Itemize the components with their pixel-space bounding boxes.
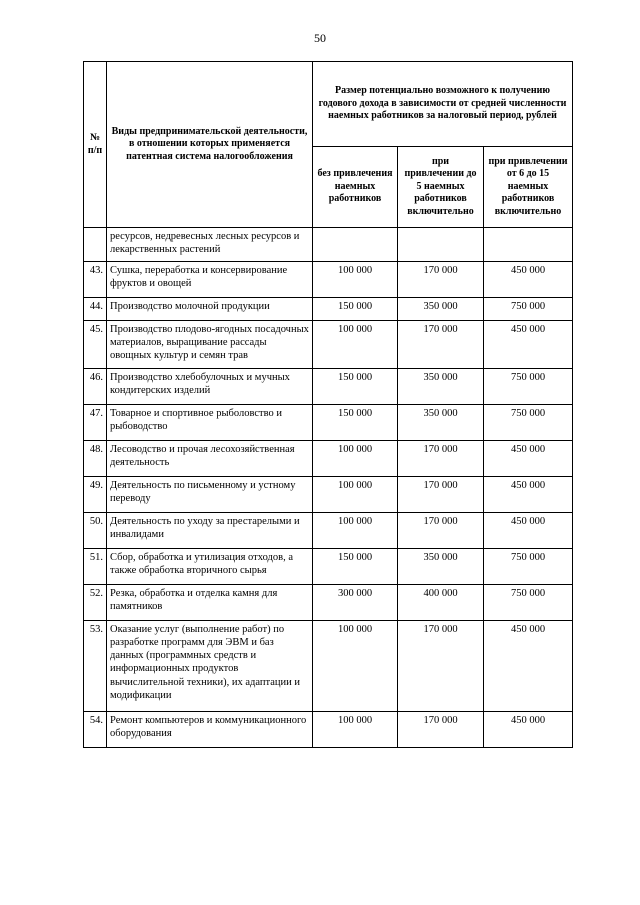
row-activity: Сушка, переработка и консервирование фруктов и овощей [107,262,313,298]
row-number: 52. [84,585,107,621]
table-row [84,477,573,513]
row-number: 53. [84,621,107,712]
row-value-none: 150 000 [313,405,398,441]
row-value-6to15: 450 000 [484,477,573,513]
row-number [84,228,107,262]
row-value-upto5: 350 000 [398,298,484,321]
row-value-upto5: 170 000 [398,712,484,748]
table-row [84,513,573,549]
row-value-none: 100 000 [313,262,398,298]
row-value-6to15: 750 000 [484,549,573,585]
header-6-to-15-employees: при привлечении от 6 до 15 наемных работников включительно [484,147,573,228]
row-activity: Ремонт компьютеров и коммуникационного оборудования [107,712,313,748]
row-number: 46. [84,369,107,405]
header-income-group: Размер потенциально возможного к получению годового дохода в зависимости от средней численности наемных работников за налоговый период, рублей [313,62,573,147]
row-value-upto5: 170 000 [398,513,484,549]
table-row [84,262,573,298]
row-value-6to15: 450 000 [484,621,573,712]
row-number: 54. [84,712,107,748]
row-number: 45. [84,321,107,369]
header-up-to-5-employees: при привлечении до 5 наемных работников включительно [398,147,484,228]
row-value-upto5: 350 000 [398,369,484,405]
row-value-6to15 [484,228,573,262]
table-row [84,321,573,369]
table-row [84,441,573,477]
row-number: 44. [84,298,107,321]
row-value-none: 150 000 [313,369,398,405]
row-activity: Резка, обработка и отделка камня для памятников [107,585,313,621]
header-no-employees: без привлечения наемных работников [313,147,398,228]
header-num: № п/п [84,62,107,228]
table-row [84,712,573,748]
row-number: 47. [84,405,107,441]
row-activity: ресурсов, недревесных лесных ресурсов и лекарственных растений [107,228,313,262]
row-value-upto5: 170 000 [398,441,484,477]
row-number: 50. [84,513,107,549]
row-value-none: 150 000 [313,549,398,585]
header-activity: Виды предпринимательской деятельности, в отношении которых применяется патентная система налогообложения [107,62,313,228]
row-activity: Деятельность по письменному и устному переводу [107,477,313,513]
row-value-6to15: 750 000 [484,585,573,621]
row-value-6to15: 450 000 [484,441,573,477]
row-value-upto5: 170 000 [398,621,484,712]
row-value-upto5: 350 000 [398,549,484,585]
row-value-6to15: 750 000 [484,369,573,405]
row-value-upto5: 350 000 [398,405,484,441]
row-activity: Сбор, обработка и утилизация отходов, а также обработка вторичного сырья [107,549,313,585]
row-activity: Лесоводство и прочая лесохозяйственная деятельность [107,441,313,477]
row-number: 49. [84,477,107,513]
row-activity: Товарное и спортивное рыболовство и рыбоводство [107,405,313,441]
row-value-upto5: 170 000 [398,262,484,298]
row-value-none: 150 000 [313,298,398,321]
row-value-none: 100 000 [313,441,398,477]
table-row [84,228,573,262]
row-number: 48. [84,441,107,477]
table-row [84,405,573,441]
row-activity: Деятельность по уходу за престарелыми и инвалидами [107,513,313,549]
table-row [84,369,573,405]
table-row [84,585,573,621]
row-value-6to15: 750 000 [484,298,573,321]
row-value-none: 100 000 [313,477,398,513]
row-value-upto5 [398,228,484,262]
patent-tax-table [83,61,573,748]
row-value-upto5: 400 000 [398,585,484,621]
row-number: 43. [84,262,107,298]
table-row [84,621,573,712]
table-row [84,549,573,585]
row-value-6to15: 450 000 [484,321,573,369]
row-value-none: 100 000 [313,712,398,748]
row-value-none: 100 000 [313,513,398,549]
row-number: 51. [84,549,107,585]
row-value-6to15: 450 000 [484,712,573,748]
row-activity: Производство плодово-ягодных посадочных материалов, выращивание рассады овощных культур и семян трав [107,321,313,369]
row-activity: Производство молочной продукции [107,298,313,321]
row-value-none: 100 000 [313,621,398,712]
row-value-6to15: 450 000 [484,513,573,549]
table-row [84,298,573,321]
row-value-6to15: 450 000 [484,262,573,298]
row-value-none [313,228,398,262]
row-value-upto5: 170 000 [398,321,484,369]
page-number: 50 [314,31,326,45]
row-activity: Производство хлебобулочных и мучных кондитерских изделий [107,369,313,405]
row-value-6to15: 750 000 [484,405,573,441]
row-value-upto5: 170 000 [398,477,484,513]
row-activity: Оказание услуг (выполнение работ) по разработке программ для ЭВМ и баз данных (программных средств и информационных продуктов вычислительной техники), их адаптации и модификации [107,621,313,712]
row-value-none: 100 000 [313,321,398,369]
row-value-none: 300 000 [313,585,398,621]
